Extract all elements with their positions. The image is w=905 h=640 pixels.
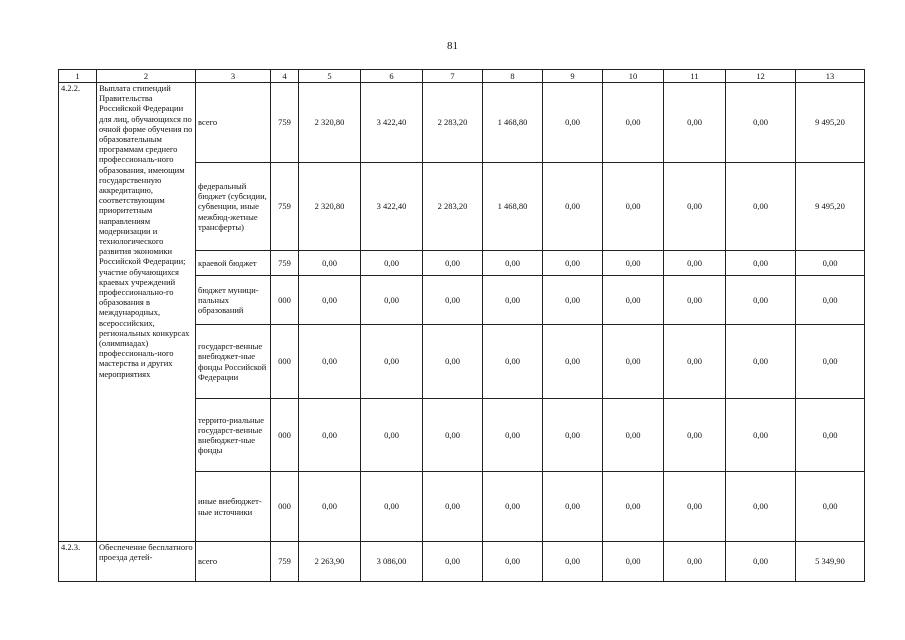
value-cell: 0,00	[796, 325, 865, 399]
value-cell: 2 320,80	[299, 83, 361, 163]
value-cell: 0,00	[726, 83, 796, 163]
budget-code: 000	[271, 276, 299, 325]
value-cell: 2 320,80	[299, 163, 361, 251]
value-cell: 0,00	[796, 251, 865, 276]
value-cell: 0,00	[603, 83, 664, 163]
value-cell: 0,00	[726, 542, 796, 582]
table-row	[59, 542, 865, 582]
value-cell: 0,00	[361, 399, 423, 472]
funding-source: террито-риальные государст-венные внебюджет-ные фонды	[196, 399, 271, 472]
header-cell: 11	[664, 70, 726, 83]
row-name: Выплата стипендий Правительства Российской Федерации для лиц, обучающихся по очной форме обучения по образовательным программам среднего профессиональ-ного образования, имеющим государственную аккредитацию, соответствующим приоритетным направлениям модернизации и технологического развития экономики Российской Федерации; участие обучающихся краевых учреждений профессионально-го образования в международных, всероссийских, региональных конкурсах (олимпиадах) профессиональ-ного мастерства и других мероприятиях	[97, 83, 196, 542]
value-cell: 0,00	[423, 399, 483, 472]
funding-source: бюджет муници-пальных образований	[196, 276, 271, 325]
value-cell: 0,00	[603, 163, 664, 251]
header-cell: 4	[271, 70, 299, 83]
value-cell: 0,00	[603, 251, 664, 276]
value-cell: 0,00	[423, 276, 483, 325]
budget-code: 000	[271, 399, 299, 472]
value-cell: 0,00	[726, 251, 796, 276]
value-cell: 0,00	[543, 542, 603, 582]
row-name: Обеспечение бесплатного проезда детей-	[97, 542, 196, 582]
value-cell: 0,00	[483, 251, 543, 276]
value-cell: 0,00	[299, 325, 361, 399]
row-code: 4.2.2.	[59, 83, 97, 542]
budget-code: 759	[271, 163, 299, 251]
value-cell: 0,00	[796, 399, 865, 472]
value-cell: 0,00	[664, 83, 726, 163]
value-cell: 0,00	[796, 276, 865, 325]
header-cell: 2	[97, 70, 196, 83]
value-cell: 0,00	[543, 276, 603, 325]
value-cell: 0,00	[483, 325, 543, 399]
header-cell: 6	[361, 70, 423, 83]
value-cell: 0,00	[664, 276, 726, 325]
budget-code: 000	[271, 472, 299, 542]
value-cell: 0,00	[423, 472, 483, 542]
funding-source: иные внебюджет-ные источники	[196, 472, 271, 542]
funding-source: федеральный бюджет (субсидии, субвенции, иные межбюд-жетные трансферты)	[196, 163, 271, 251]
header-cell: 8	[483, 70, 543, 83]
value-cell: 0,00	[299, 251, 361, 276]
value-cell: 0,00	[664, 163, 726, 251]
value-cell: 0,00	[664, 399, 726, 472]
value-cell: 0,00	[361, 276, 423, 325]
header-cell: 1	[59, 70, 97, 83]
value-cell: 2 263,90	[299, 542, 361, 582]
value-cell: 0,00	[726, 472, 796, 542]
value-cell: 0,00	[796, 472, 865, 542]
value-cell: 0,00	[423, 542, 483, 582]
value-cell: 0,00	[603, 472, 664, 542]
value-cell: 0,00	[664, 472, 726, 542]
value-cell: 0,00	[543, 472, 603, 542]
header-cell: 12	[726, 70, 796, 83]
value-cell: 1 468,80	[483, 83, 543, 163]
value-cell: 0,00	[361, 325, 423, 399]
value-cell: 0,00	[299, 276, 361, 325]
funding-source: всего	[196, 83, 271, 163]
value-cell: 9 495,20	[796, 83, 865, 163]
budget-code: 759	[271, 251, 299, 276]
header-cell: 9	[543, 70, 603, 83]
value-cell: 0,00	[543, 83, 603, 163]
header-cell: 10	[603, 70, 664, 83]
value-cell: 0,00	[726, 276, 796, 325]
value-cell: 0,00	[543, 325, 603, 399]
header-cell: 7	[423, 70, 483, 83]
value-cell: 0,00	[543, 399, 603, 472]
value-cell: 0,00	[664, 542, 726, 582]
value-cell: 2 283,20	[423, 83, 483, 163]
budget-code: 759	[271, 542, 299, 582]
funding-source: всего	[196, 542, 271, 582]
value-cell: 0,00	[483, 472, 543, 542]
funding-source: государст-венные внебюджет-ные фонды Российской Федерации	[196, 325, 271, 399]
value-cell: 0,00	[543, 251, 603, 276]
value-cell: 0,00	[603, 399, 664, 472]
budget-code: 759	[271, 83, 299, 163]
header-row	[59, 70, 865, 83]
value-cell: 0,00	[603, 276, 664, 325]
funding-source: краевой бюджет	[196, 251, 271, 276]
value-cell: 0,00	[543, 163, 603, 251]
value-cell: 3 422,40	[361, 163, 423, 251]
header-cell: 3	[196, 70, 271, 83]
row-code: 4.2.3.	[59, 542, 97, 582]
value-cell: 0,00	[361, 472, 423, 542]
value-cell: 0,00	[483, 542, 543, 582]
budget-table	[58, 69, 865, 582]
value-cell: 0,00	[664, 325, 726, 399]
value-cell: 0,00	[726, 325, 796, 399]
value-cell: 0,00	[299, 399, 361, 472]
value-cell: 0,00	[483, 399, 543, 472]
value-cell: 0,00	[423, 325, 483, 399]
value-cell: 0,00	[664, 251, 726, 276]
budget-code: 000	[271, 325, 299, 399]
value-cell: 0,00	[726, 399, 796, 472]
value-cell: 2 283,20	[423, 163, 483, 251]
table-row	[59, 83, 865, 163]
page-number: 81	[447, 40, 458, 52]
value-cell: 0,00	[299, 472, 361, 542]
value-cell: 5 349,90	[796, 542, 865, 582]
value-cell: 1 468,80	[483, 163, 543, 251]
value-cell: 3 422,40	[361, 83, 423, 163]
value-cell: 0,00	[603, 542, 664, 582]
value-cell: 0,00	[361, 251, 423, 276]
header-cell: 5	[299, 70, 361, 83]
value-cell: 0,00	[603, 325, 664, 399]
header-cell: 13	[796, 70, 865, 83]
value-cell: 0,00	[726, 163, 796, 251]
value-cell: 3 086,00	[361, 542, 423, 582]
value-cell: 0,00	[483, 276, 543, 325]
value-cell: 9 495,20	[796, 163, 865, 251]
value-cell: 0,00	[423, 251, 483, 276]
